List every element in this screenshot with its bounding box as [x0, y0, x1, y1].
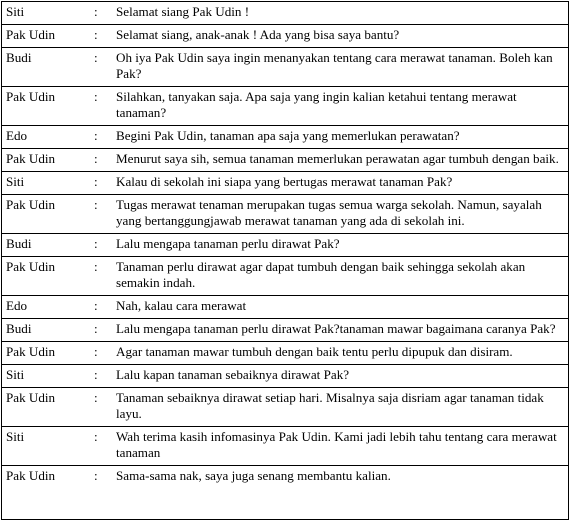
colon-separator: : [90, 296, 112, 319]
colon-separator: : [90, 388, 112, 427]
speaker-name: Siti [2, 427, 90, 466]
colon-separator: : [90, 25, 112, 48]
speaker-name: Siti [2, 172, 90, 195]
dialogue-line: Agar tanaman mawar tumbuh dengan baik tentu perlu dipupuk dan disiram. [112, 342, 568, 365]
dialogue-line: Wah terima kasih infomasinya Pak Udin. Kami jadi lebih tahu tentang cara merawat tanaman [112, 427, 568, 466]
dialogue-row [2, 466, 568, 489]
colon-separator: : [90, 48, 112, 87]
dialogue-row [2, 296, 568, 319]
dialogue-line: Silahkan, tanyakan saja. Apa saja yang ingin kalian ketahui tentang merawat tanaman? [112, 87, 568, 126]
dialogue-row [2, 172, 568, 195]
dialogue-line: Lalu mengapa tanaman perlu dirawat Pak?tanaman mawar bagaimana caranya Pak? [112, 319, 568, 342]
speaker-name: Budi [2, 48, 90, 87]
dialogue-row [2, 126, 568, 149]
dialogue-row [2, 427, 568, 466]
speaker-name: Pak Udin [2, 149, 90, 172]
dialogue-line: Selamat siang, anak-anak ! Ada yang bisa saya bantu? [112, 25, 568, 48]
dialogue-line: Begini Pak Udin, tanaman apa saja yang memerlukan perawatan? [112, 126, 568, 149]
dialogue-line: Sama-sama nak, saya juga senang membantu kalian. [112, 466, 568, 489]
speaker-name: Pak Udin [2, 257, 90, 296]
colon-separator: : [90, 342, 112, 365]
colon-separator: : [90, 427, 112, 466]
dialogue-line: Lalu mengapa tanaman perlu dirawat Pak? [112, 234, 568, 257]
speaker-name: Pak Udin [2, 342, 90, 365]
dialogue-line: Tanaman sebaiknya dirawat setiap hari. Misalnya saja disriam agar tanaman tidak layu. [112, 388, 568, 427]
colon-separator: : [90, 365, 112, 388]
dialogue-row [2, 388, 568, 427]
colon-separator: : [90, 87, 112, 126]
colon-separator: : [90, 257, 112, 296]
speaker-name: Budi [2, 234, 90, 257]
colon-separator: : [90, 195, 112, 234]
dialogue-row [2, 87, 568, 126]
dialogue-line: Lalu kapan tanaman sebaiknya dirawat Pak? [112, 365, 568, 388]
speaker-name: Siti [2, 365, 90, 388]
speaker-name: Pak Udin [2, 388, 90, 427]
colon-separator: : [94, 4, 98, 19]
dialogue-row [2, 149, 568, 172]
dialogue-row [2, 195, 568, 234]
speaker-name: Pak Udin [2, 25, 90, 48]
colon-separator: : [90, 319, 112, 342]
dialogue-row [2, 342, 568, 365]
colon-separator: : [90, 172, 112, 195]
dialogue-table-body [2, 2, 568, 488]
speaker-name: Siti [6, 4, 25, 19]
dialogue-line: Tanaman perlu dirawat agar dapat tumbuh dengan baik sehingga sekolah akan semakin indah. [112, 257, 568, 296]
speaker-name: Budi [2, 319, 90, 342]
dialogue-line: Selamat siang Pak Udin ! [116, 4, 250, 19]
dialogue-row [2, 257, 568, 296]
speaker-name: Edo [2, 296, 90, 319]
colon-separator: : [90, 466, 112, 489]
colon-separator: : [90, 149, 112, 172]
colon-separator: : [90, 126, 112, 149]
speaker-name: Edo [2, 126, 90, 149]
dialogue-line: Tugas merawat tenaman merupakan tugas semua warga sekolah. Namun, sayalah yang bertanggungjawab merawat tanaman yang ada di sekolah ini. [112, 195, 568, 234]
dialogue-row [2, 319, 568, 342]
dialogue-row [2, 365, 568, 388]
colon-separator: : [90, 234, 112, 257]
dialogue-row [2, 48, 568, 87]
dialogue-line: Kalau di sekolah ini siapa yang bertugas merawat tanaman Pak? [112, 172, 568, 195]
dialogue-row [2, 234, 568, 257]
dialogue-row [2, 2, 568, 25]
dialogue-line: Oh iya Pak Udin saya ingin menanyakan tentang cara merawat tanaman. Boleh kan Pak? [112, 48, 568, 87]
dialogue-table-frame [1, 1, 569, 520]
dialogue-row [2, 25, 568, 48]
dialogue-table [2, 2, 568, 488]
speaker-name: Pak Udin [2, 87, 90, 126]
speaker-name: Pak Udin [2, 466, 90, 489]
dialogue-line: Menurut saya sih, semua tanaman memerlukan perawatan agar tumbuh dengan baik. [112, 149, 568, 172]
speaker-name: Pak Udin [2, 195, 90, 234]
dialogue-line: Nah, kalau cara merawat [112, 296, 568, 319]
